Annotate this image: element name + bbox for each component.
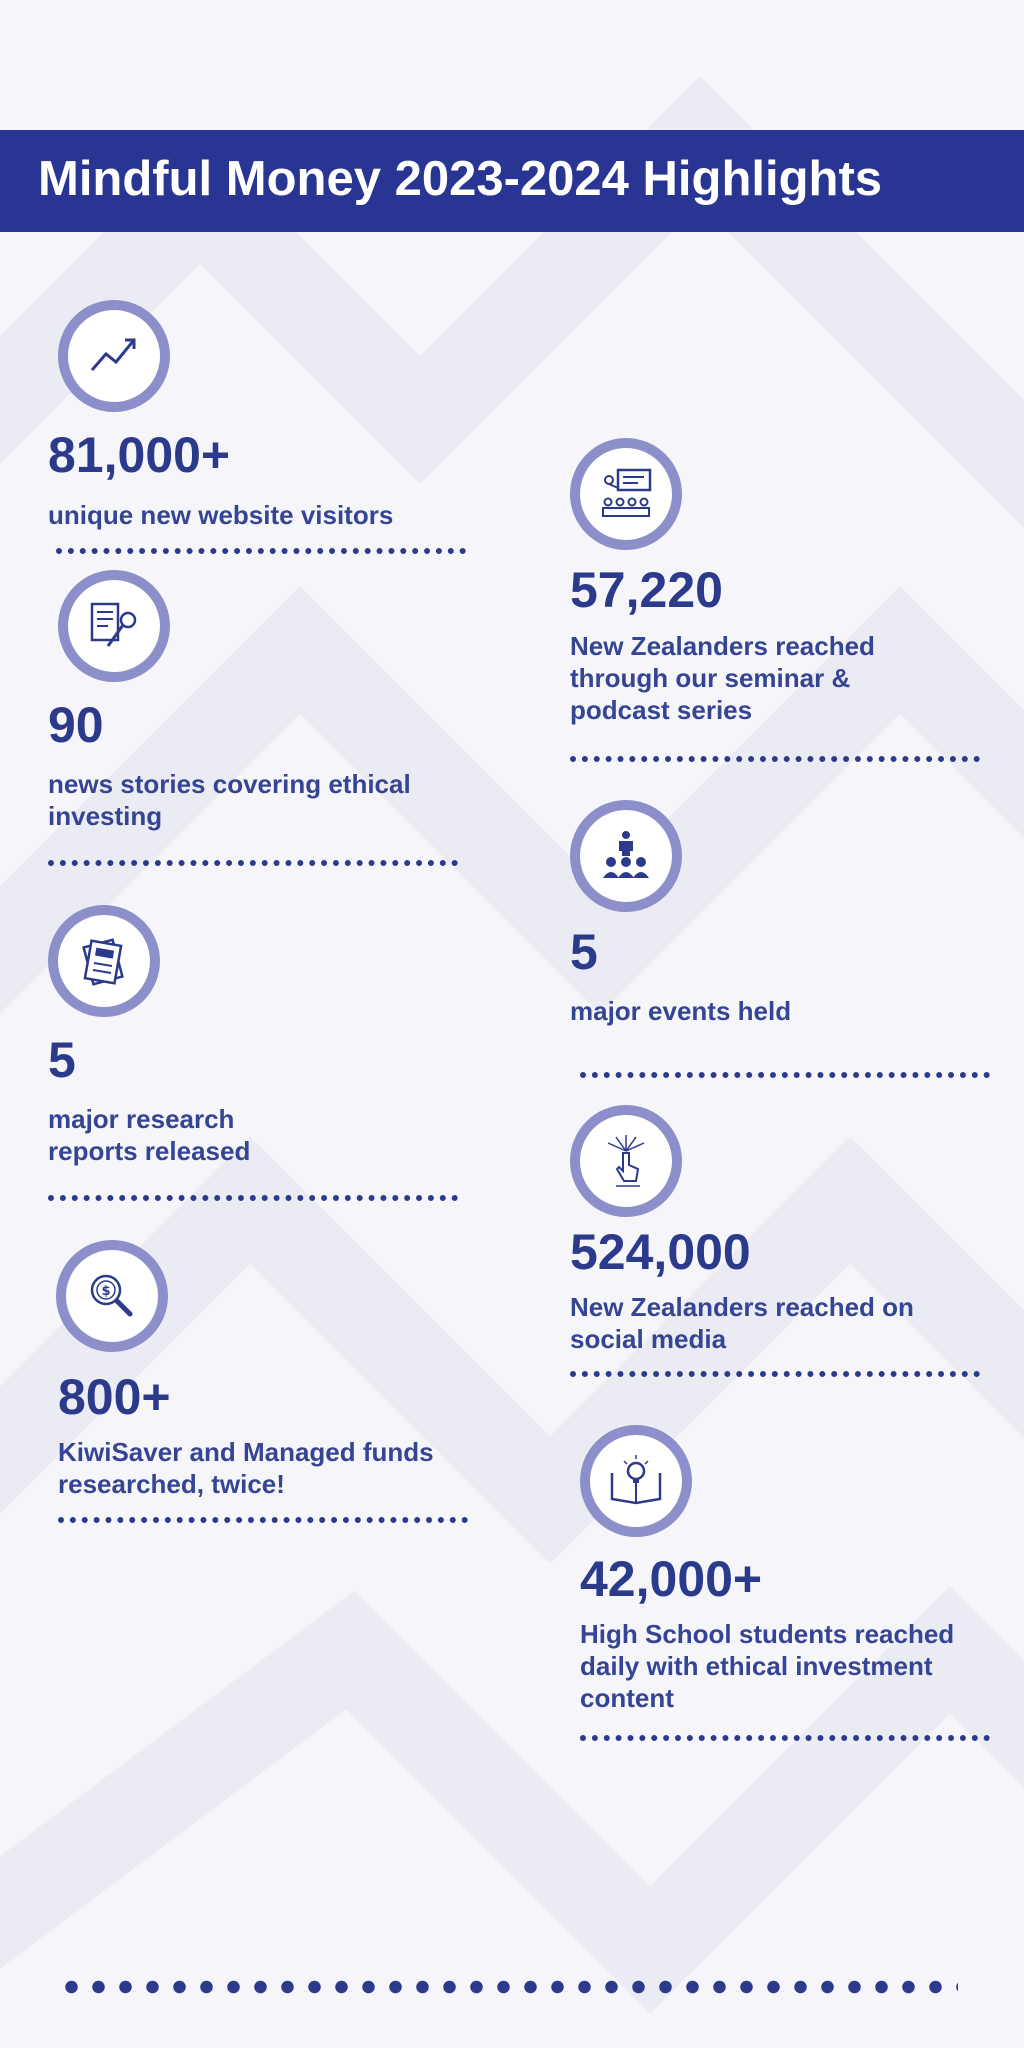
bottom-dotted-divider: [58, 1980, 958, 1994]
stat-value: 42,000+: [580, 1551, 763, 1607]
stat-label: New Zealanders reached through our seminar & podcast series: [570, 631, 875, 725]
dotted-divider: [48, 860, 458, 872]
stat-value: 57,220: [570, 562, 723, 618]
stat-label: KiwiSaver and Managed funds researched, twice!: [58, 1437, 434, 1499]
stat-funds-researched: [56, 1240, 496, 1530]
stat-social-media: [570, 1105, 1010, 1385]
stat-label: unique new website visitors: [48, 500, 394, 530]
stat-research-reports: [48, 905, 488, 1205]
news-microphone-icon: [58, 570, 170, 682]
speaker-podium-icon: [570, 800, 682, 912]
dotted-divider: [48, 1195, 458, 1207]
stat-website-visitors: [48, 300, 488, 560]
stat-value: 800+: [58, 1369, 171, 1425]
stat-value: 81,000+: [48, 427, 231, 483]
page-title: Mindful Money 2023-2024 Highlights: [38, 152, 883, 206]
dotted-divider: [580, 1735, 990, 1747]
trend-up-icon: [58, 300, 170, 412]
stat-major-events: [570, 800, 1010, 1090]
dotted-divider: [580, 1072, 990, 1084]
svg-text:$: $: [101, 1284, 111, 1299]
magnifier-dollar-icon: [56, 1240, 168, 1352]
stat-label: High School students reached daily with ethical investment content: [580, 1619, 955, 1713]
dotted-divider: [570, 1371, 980, 1383]
stat-value: 5: [570, 924, 598, 980]
presentation-audience-icon: [570, 438, 682, 550]
hand-tap-icon: [570, 1105, 682, 1217]
dotted-divider: [58, 1517, 468, 1529]
dotted-divider: [56, 548, 466, 560]
stat-label: major events held: [570, 996, 792, 1026]
stat-news-stories: [48, 570, 488, 870]
header-banner: [0, 130, 1024, 232]
stat-value: 5: [48, 1032, 76, 1088]
stat-seminar-reach: [570, 438, 1010, 768]
book-lightbulb-icon: [580, 1425, 692, 1537]
stat-label: major research reports released: [48, 1104, 251, 1166]
stat-label: news stories covering ethical investing: [48, 769, 411, 831]
stat-high-school: [580, 1425, 1020, 1755]
dotted-divider: [570, 756, 980, 768]
stat-value: 524,000: [570, 1224, 751, 1280]
stat-label: New Zealanders reached on social media: [570, 1292, 914, 1354]
reports-icon: [48, 905, 160, 1017]
stat-value: 90: [48, 697, 104, 753]
